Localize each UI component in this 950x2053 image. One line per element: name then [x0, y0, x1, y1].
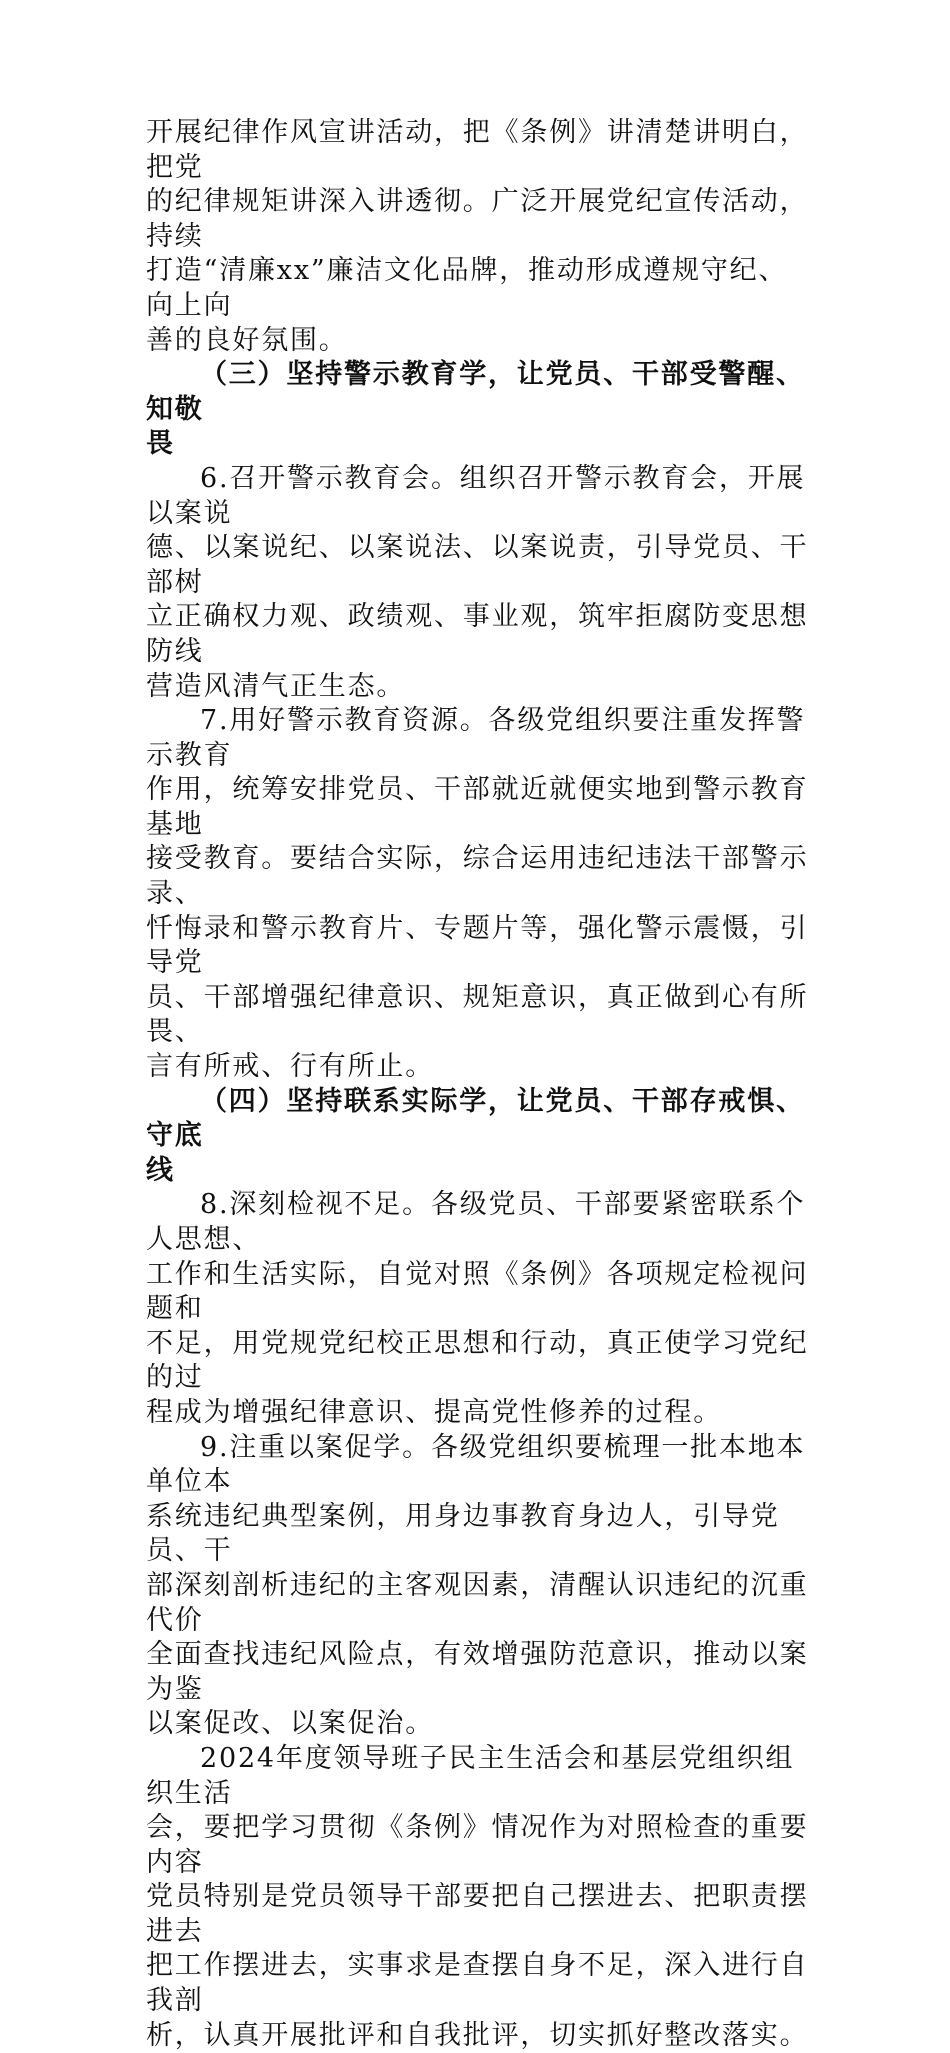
item-7-paragraph: 7.用好警示教育资源。各级党组织要注重发挥警示教育 作用，统筹安排党员、干部就近就便实地到警示教育基地 接受教育。要结合实际，综合运用违纪违法干部警示录、 忏悔录和警示教育片、专题片等，强化警示震慑，引导党 员、干部增强纪律意识、规矩意识，真正做到心有所畏、 言有所戒、行有所止。 [146, 705, 809, 1083]
section-heading-3: （三）坚持警示教育学，让党员、干部受警醒、知敬 畏 [146, 359, 805, 460]
body-paragraph-continuation: 开展纪律作风宣讲活动，把《条例》讲清楚讲明白，把党 的纪律规矩讲深入讲透彻。广泛开展党纪宣传活动，持续 打造“清廉xx”廉洁文化品牌，推动形成遵规守纪、向上向 善的良好氛围。 [146, 117, 809, 356]
item-6-paragraph: 6.召开警示教育会。组织召开警示教育会，开展以案说 德、以案说纪、以案说法、以案说责，引导党员、干部树 立正确权力观、政绩观、事业观，筑牢拒腐防变思想防线 营造风清气正生态。 [146, 462, 809, 702]
section-heading-4: （四）坚持联系实际学，让党员、干部存戒惧、守底 线 [146, 1085, 805, 1186]
item-9-paragraph: 9.注重以案促学。各级党组织要梳理一批本地本单位本 系统违纪典型案例，用身边事教育身边人，引导党员、干 部深刻剖析违纪的主客观因素，清醒认识违纪的沉重代价 全面查找违纪风险点，有效增强防范意识，推动以案为鉴 以案促改、以案促治。 [146, 1431, 809, 1740]
item-8-paragraph: 8.深刻检视不足。各级党员、干部要紧密联系个人思想、 工作和生活实际，自觉对照《条例》各项规定检视问题和 不足，用党规党纪校正思想和行动，真正使学习党纪的过 程成为增强纪律意识、提高党性修养的过程。 [146, 1189, 809, 1428]
closing-paragraph: 2024年度领导班子民主生活会和基层党组织组织生活 会，要把学习贯彻《条例》情况作为对照检查的重要内容 党员特别是党员领导干部要把自己摆进去、把职责摆进去 把工作摆进去，实事求是查摆自身不足，深入进行自我剖 析，认真开展批评和自我批评，切实抓好整改落实。 [146, 1742, 809, 2051]
document-page [146, 116, 816, 2053]
